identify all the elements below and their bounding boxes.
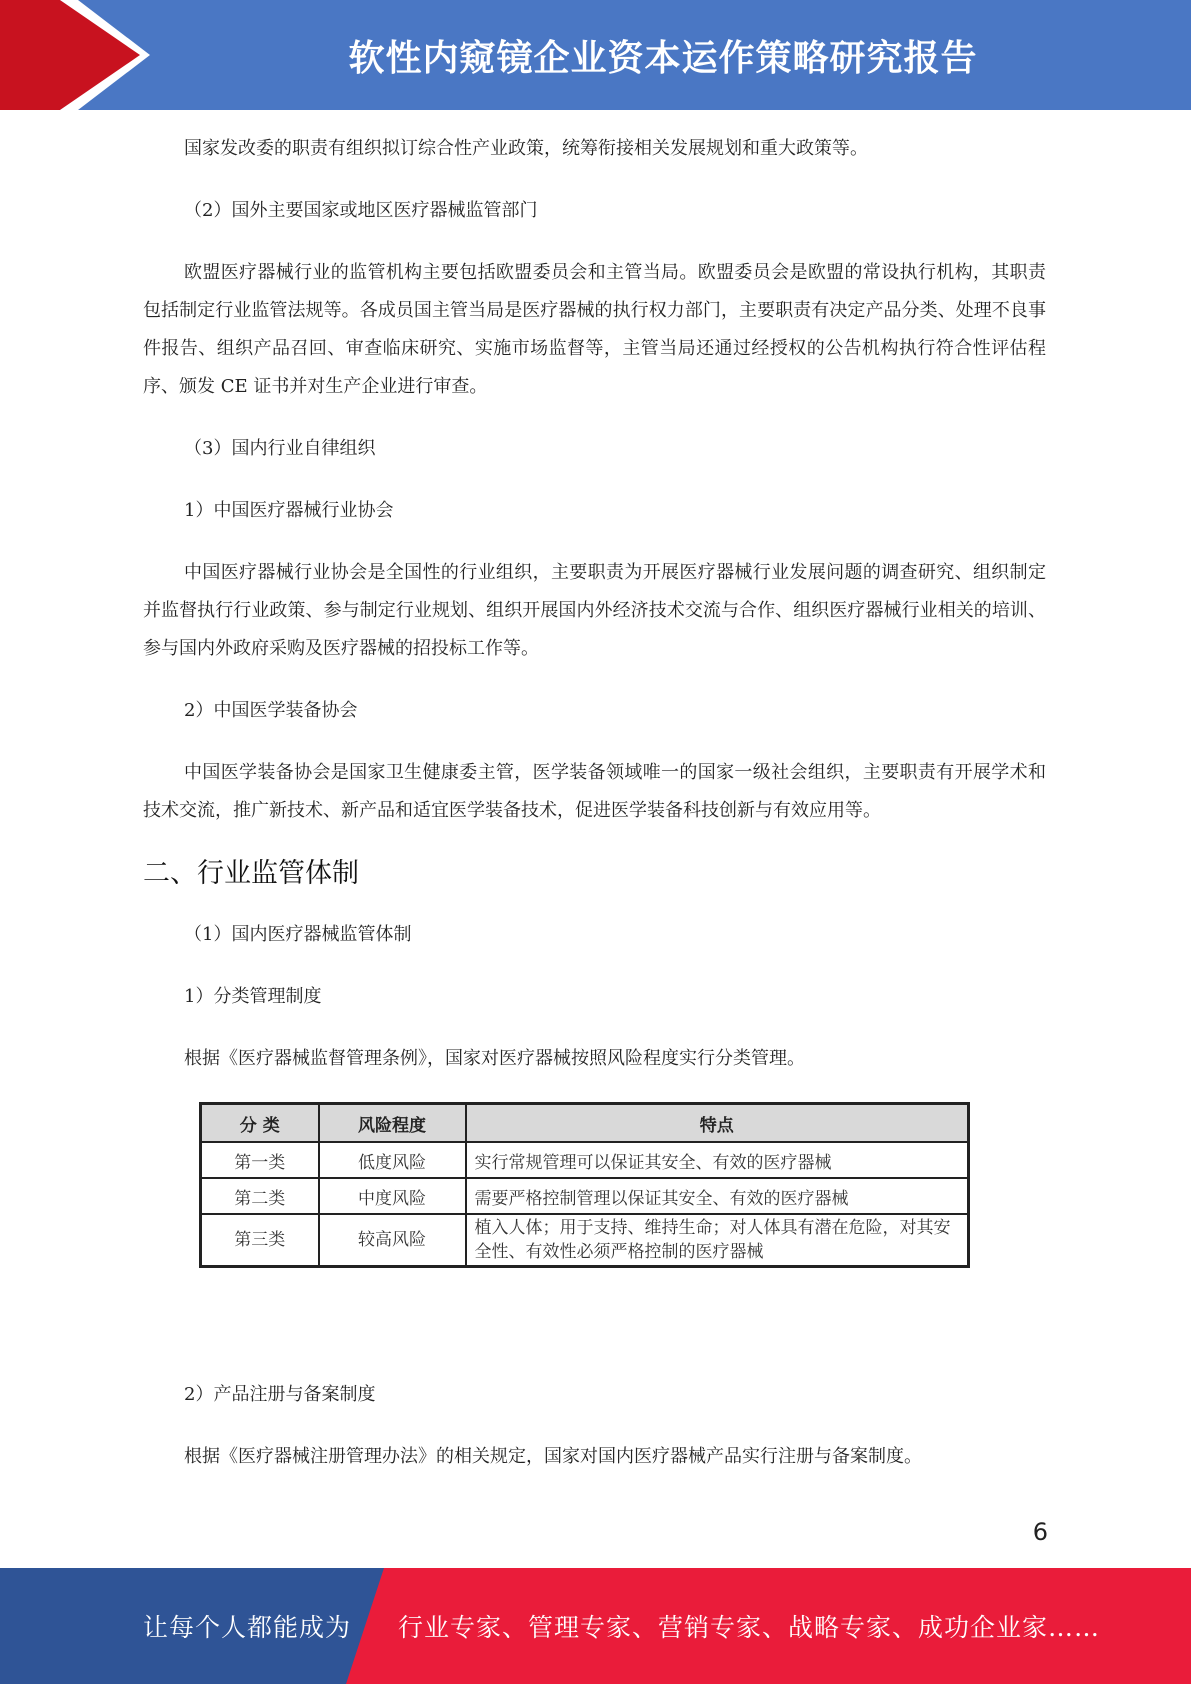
table-cell: 第一类 bbox=[201, 1142, 319, 1178]
footer-slogan-right: 行业专家、管理专家、营销专家、战略专家、成功企业家…… bbox=[398, 1613, 1101, 1642]
paragraph-registration: 根据《医疗器械注册管理办法》的相关规定，国家对国内医疗器械产品实行注册与备案制度。 bbox=[184, 1446, 922, 1467]
table-row bbox=[201, 1214, 969, 1267]
chevron-arrow-icon bbox=[0, 0, 160, 110]
table-cell: 低度风险 bbox=[319, 1142, 466, 1178]
paragraph-association-2: 中国医学装备协会是国家卫生健康委主管，医学装备领域唯一的国家一级社会组织，主要职责有开展学术和技术交流，推广新技术、新产品和适宜医学装备技术，促进医学装备科技创新与有效应用等。 bbox=[143, 762, 1046, 821]
table-cell: 实行常规管理可以保证其安全、有效的医疗器械 bbox=[466, 1142, 969, 1178]
table-cell: 第二类 bbox=[201, 1178, 319, 1214]
subheading-domestic-org: （3）国内行业自律组织 bbox=[184, 438, 376, 459]
paragraph-ndrc: 国家发改委的职责有组织拟订综合性产业政策，统筹衔接相关发展规划和重大政策等。 bbox=[184, 138, 868, 159]
document-body bbox=[143, 130, 1046, 1500]
subheading-foreign-regulators: （2）国外主要国家或地区医疗器械监管部门 bbox=[184, 200, 538, 221]
spacer bbox=[143, 1268, 1046, 1376]
table-cell: 第三类 bbox=[201, 1214, 319, 1267]
page-number: 6 bbox=[1032, 1518, 1048, 1546]
subheading-classification: 1）分类管理制度 bbox=[184, 986, 322, 1007]
table-row bbox=[201, 1142, 969, 1178]
table-row bbox=[201, 1178, 969, 1214]
footer-slogan-left: 让每个人都能成为 bbox=[143, 1613, 352, 1642]
table-cell: 植入人体；用于支持、维持生命；对人体具有潜在危险，对其安全性、有效性必须严格控制的医疗器械 bbox=[466, 1214, 969, 1267]
page-footer bbox=[0, 1568, 1191, 1684]
paragraph-classification: 根据《医疗器械监督管理条例》，国家对医疗器械按照风险程度实行分类管理。 bbox=[184, 1048, 805, 1069]
table-cell: 需要严格控制管理以保证其安全、有效的医疗器械 bbox=[466, 1178, 969, 1214]
classification-table-wrapper bbox=[199, 1102, 970, 1268]
paragraph-association-1: 中国医疗器械行业协会是全国性的行业组织，主要职责为开展医疗器械行业发展问题的调查研究、组织制定并监督执行行业政策、参与制定行业规划、组织开展国内外经济技术交流与合作、组织医疗器械行业相关的培训、参与国内外政府采购及医疗器械的招投标工作等。 bbox=[143, 562, 1046, 659]
table-header-row bbox=[201, 1104, 969, 1143]
table-cell: 中度风险 bbox=[319, 1178, 466, 1214]
header-risk-level: 风险程度 bbox=[319, 1104, 466, 1143]
report-title: 软性内窥镜企业资本运作策略研究报告 bbox=[348, 37, 978, 79]
subheading-registration: 2）产品注册与备案制度 bbox=[184, 1384, 376, 1405]
header-category: 分 类 bbox=[201, 1104, 319, 1143]
classification-table bbox=[199, 1102, 970, 1268]
subheading-association-1: 1）中国医疗器械行业协会 bbox=[184, 500, 394, 521]
paragraph-eu: 欧盟医疗器械行业的监管机构主要包括欧盟委员会和主管当局。欧盟委员会是欧盟的常设执行机构，其职责包括制定行业监管法规等。各成员国主管当局是医疗器械的执行权力部门，主要职责有决定产品分类、处理不良事件报告、组织产品召回、审查临床研究、实施市场监督等，主管当局还通过经授权的公告机构执行符合性评估程序、颁发 CE 证书并对生产企业进行审查。 bbox=[143, 262, 1046, 397]
subheading-association-2: 2）中国医学装备协会 bbox=[184, 700, 358, 721]
header-features: 特点 bbox=[466, 1104, 969, 1143]
section-heading: 二、行业监管体制 bbox=[143, 858, 359, 889]
page-header bbox=[0, 0, 1191, 110]
table-cell: 较高风险 bbox=[319, 1214, 466, 1267]
subheading-domestic-regulation: （1）国内医疗器械监管体制 bbox=[184, 924, 412, 945]
